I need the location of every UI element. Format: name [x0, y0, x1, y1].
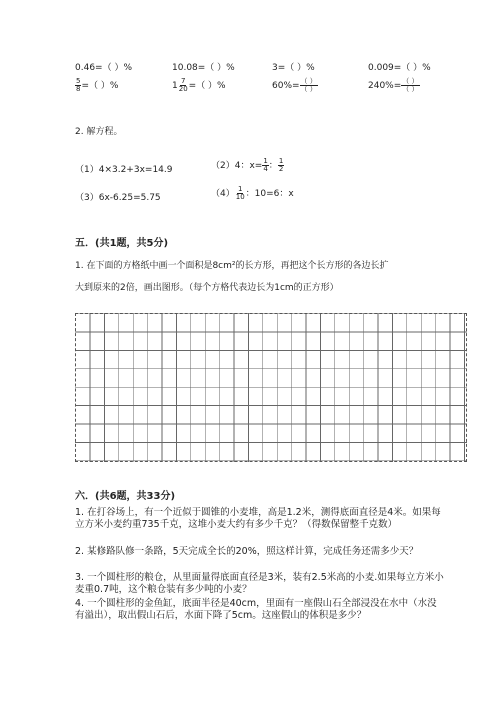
section-6-question-2: 2. 某修路队修一条路，5天完成全长的20%，照这样计算，完成任务还需多少天？	[75, 546, 419, 557]
equation-4: （4） $\frac{1}{10}$ ：10=6：x	[211, 185, 294, 201]
fill-item-6: 1 $\frac{7}{20}$ =（ ）%	[172, 77, 226, 93]
fill-item-2: 10.08=（ ）%	[172, 63, 235, 73]
section-6-question-1: 1. 在打谷场上，有一个近似于圆锥的小麦堆，高是1.2米，测得底面直径是4米。如果每立方米小麦约重735千克，这堆小麦大约有多少千克？（得数保留整千克数）	[75, 507, 441, 530]
fill-item-3: 3=（ ）%	[272, 63, 315, 73]
fill-item-5: $\frac{5}{8}$ =（ ）%	[76, 77, 119, 93]
section-5-question-line-1: 1. 在下面的方格纸中画一个面积是8cm²的长方形，再把这个长方形的各边长扩	[75, 261, 389, 271]
section-5-question-line-2: 大到原来的2倍，画出图形。（每个方格代表边长为1cm的正方形）	[75, 283, 339, 293]
question-2-title: 2. 解方程。	[75, 127, 123, 137]
fill-item-1: 0.46=（ ）%	[75, 63, 132, 73]
equation-2: （2）4：x= $\frac{1}{4}$ ： $\frac{1}{2}$	[211, 157, 284, 173]
section-6-title: 六．(共6题，共33分)	[75, 491, 176, 502]
fill-item-8: 240%= $\frac{( )}{( )}$	[368, 77, 419, 93]
fill-item-7: 60%= $\frac{( )}{( )}$	[272, 77, 317, 93]
equation-1: （1）4×3.2+3x=14.9	[75, 165, 173, 175]
equation-3: （3）6x-6.25=5.75	[75, 193, 161, 203]
fill-item-4: 0.009=（ ）%	[368, 63, 431, 73]
square-grid-paper	[75, 313, 467, 462]
section-6-question-3: 3. 一个圆柱形的粮仓，从里面量得底面直径是3米，装有2.5米高的小麦.如果每立方米小麦重0.7吨，这个粮仓装有多少吨的小麦？	[75, 572, 444, 595]
section-6-question-4: 4. 一个圆柱形的金鱼缸，底面半径是40cm，里面有一座假山石全部浸没在水中（水没有溢出），取出假山石后，水面下降了5cm。这座假山的体积是多少？	[75, 598, 437, 621]
section-5-title: 五．(共1题，共5分)	[75, 238, 169, 249]
